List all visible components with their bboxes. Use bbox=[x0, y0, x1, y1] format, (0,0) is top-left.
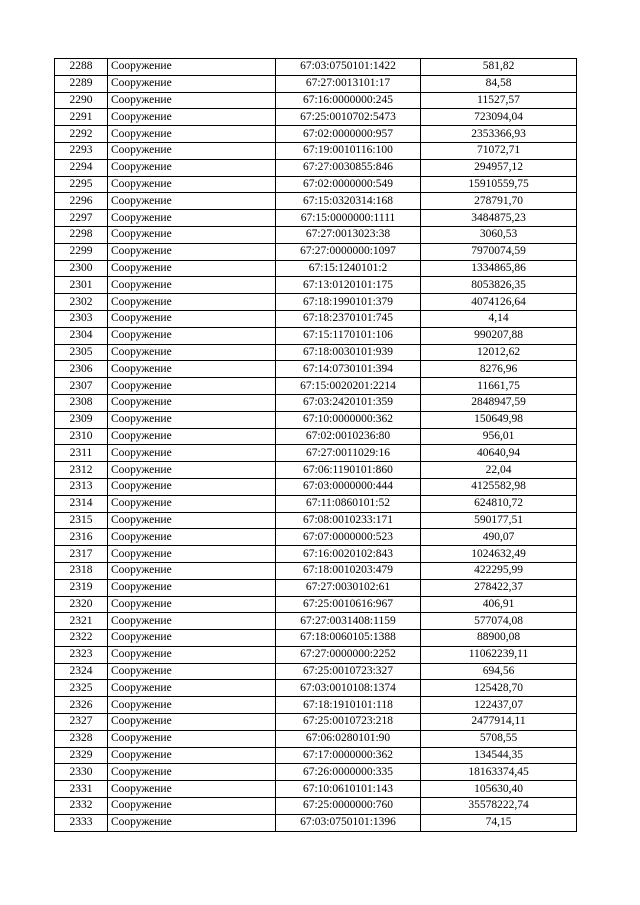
table-row bbox=[55, 613, 577, 630]
cadastral-value-cell: 581,82 bbox=[421, 59, 577, 76]
cadastral-number-cell: 67:15:0000000:1111 bbox=[276, 210, 421, 227]
table-row bbox=[55, 361, 577, 378]
row-number-cell: 2317 bbox=[55, 546, 108, 563]
cadastral-value-cell: 4074126,64 bbox=[421, 294, 577, 311]
object-type-cell: Сооружение bbox=[108, 193, 276, 210]
cadastral-value-cell: 150649,98 bbox=[421, 411, 577, 428]
object-type-cell: Сооружение bbox=[108, 546, 276, 563]
row-number-cell: 2312 bbox=[55, 462, 108, 479]
object-type-cell: Сооружение bbox=[108, 781, 276, 798]
table-row bbox=[55, 126, 577, 143]
row-number-cell: 2300 bbox=[55, 260, 108, 277]
object-type-cell: Сооружение bbox=[108, 714, 276, 731]
cadastral-number-cell: 67:15:0320314:168 bbox=[276, 193, 421, 210]
cadastral-number-cell: 67:25:0010616:967 bbox=[276, 596, 421, 613]
table-row bbox=[55, 764, 577, 781]
cadastral-number-cell: 67:25:0000000:760 bbox=[276, 798, 421, 815]
object-type-cell: Сооружение bbox=[108, 462, 276, 479]
row-number-cell: 2315 bbox=[55, 512, 108, 529]
table-row bbox=[55, 546, 577, 563]
cadastral-number-cell: 67:27:0013023:38 bbox=[276, 226, 421, 243]
table-row bbox=[55, 596, 577, 613]
row-number-cell: 2302 bbox=[55, 294, 108, 311]
table-row bbox=[55, 226, 577, 243]
row-number-cell: 2318 bbox=[55, 562, 108, 579]
table-row bbox=[55, 529, 577, 546]
table-row bbox=[55, 781, 577, 798]
table-row bbox=[55, 445, 577, 462]
cadastral-value-cell: 278422,37 bbox=[421, 579, 577, 596]
object-type-cell: Сооружение bbox=[108, 730, 276, 747]
cadastral-value-cell: 694,56 bbox=[421, 663, 577, 680]
cadastral-value-cell: 40640,94 bbox=[421, 445, 577, 462]
cadastral-number-cell: 67:15:1240101:2 bbox=[276, 260, 421, 277]
cadastral-value-cell: 956,01 bbox=[421, 428, 577, 445]
cadastral-number-cell: 67:18:1910101:118 bbox=[276, 697, 421, 714]
table-row bbox=[55, 176, 577, 193]
object-type-cell: Сооружение bbox=[108, 378, 276, 395]
table-row bbox=[55, 562, 577, 579]
object-type-cell: Сооружение bbox=[108, 109, 276, 126]
row-number-cell: 2290 bbox=[55, 92, 108, 109]
table-row bbox=[55, 512, 577, 529]
cadastral-value-cell: 2477914,11 bbox=[421, 714, 577, 731]
object-type-cell: Сооружение bbox=[108, 747, 276, 764]
cadastral-value-cell: 12012,62 bbox=[421, 344, 577, 361]
cadastral-number-cell: 67:27:0000000:1097 bbox=[276, 243, 421, 260]
row-number-cell: 2299 bbox=[55, 243, 108, 260]
row-number-cell: 2295 bbox=[55, 176, 108, 193]
row-number-cell: 2314 bbox=[55, 495, 108, 512]
cadastral-number-cell: 67:17:0000000:362 bbox=[276, 747, 421, 764]
row-number-cell: 2310 bbox=[55, 428, 108, 445]
cadastral-number-cell: 67:27:0031408:1159 bbox=[276, 613, 421, 630]
object-type-cell: Сооружение bbox=[108, 613, 276, 630]
object-type-cell: Сооружение bbox=[108, 277, 276, 294]
object-type-cell: Сооружение bbox=[108, 512, 276, 529]
cadastral-value-cell: 4,14 bbox=[421, 310, 577, 327]
cadastral-number-cell: 67:16:0020102:843 bbox=[276, 546, 421, 563]
table-row bbox=[55, 75, 577, 92]
cadastral-value-cell: 134544,35 bbox=[421, 747, 577, 764]
table-row bbox=[55, 109, 577, 126]
cadastral-number-cell: 67:25:0010723:218 bbox=[276, 714, 421, 731]
table-row bbox=[55, 327, 577, 344]
row-number-cell: 2294 bbox=[55, 159, 108, 176]
row-number-cell: 2324 bbox=[55, 663, 108, 680]
cadastral-number-cell: 67:03:0750101:1422 bbox=[276, 59, 421, 76]
table-row bbox=[55, 714, 577, 731]
table-row bbox=[55, 277, 577, 294]
object-type-cell: Сооружение bbox=[108, 176, 276, 193]
row-number-cell: 2306 bbox=[55, 361, 108, 378]
object-type-cell: Сооружение bbox=[108, 680, 276, 697]
row-number-cell: 2327 bbox=[55, 714, 108, 731]
object-type-cell: Сооружение bbox=[108, 562, 276, 579]
row-number-cell: 2331 bbox=[55, 781, 108, 798]
table-row bbox=[55, 798, 577, 815]
cadastral-number-cell: 67:18:1990101:379 bbox=[276, 294, 421, 311]
row-number-cell: 2320 bbox=[55, 596, 108, 613]
cadastral-number-cell: 67:06:1190101:860 bbox=[276, 462, 421, 479]
object-type-cell: Сооружение bbox=[108, 495, 276, 512]
row-number-cell: 2328 bbox=[55, 730, 108, 747]
cadastral-value-cell: 5708,55 bbox=[421, 730, 577, 747]
cadastral-value-cell: 4125582,98 bbox=[421, 478, 577, 495]
row-number-cell: 2301 bbox=[55, 277, 108, 294]
object-type-cell: Сооружение bbox=[108, 327, 276, 344]
property-registry-table bbox=[54, 58, 577, 832]
object-type-cell: Сооружение bbox=[108, 445, 276, 462]
registry-table-body bbox=[55, 59, 577, 832]
cadastral-number-cell: 67:15:1170101:106 bbox=[276, 327, 421, 344]
cadastral-number-cell: 67:13:0120101:175 bbox=[276, 277, 421, 294]
table-row bbox=[55, 394, 577, 411]
row-number-cell: 2326 bbox=[55, 697, 108, 714]
cadastral-value-cell: 105630,40 bbox=[421, 781, 577, 798]
table-row bbox=[55, 193, 577, 210]
table-row bbox=[55, 646, 577, 663]
object-type-cell: Сооружение bbox=[108, 210, 276, 227]
table-row bbox=[55, 243, 577, 260]
cadastral-number-cell: 67:03:0010108:1374 bbox=[276, 680, 421, 697]
table-row bbox=[55, 210, 577, 227]
cadastral-value-cell: 11527,57 bbox=[421, 92, 577, 109]
cadastral-number-cell: 67:03:0000000:444 bbox=[276, 478, 421, 495]
object-type-cell: Сооружение bbox=[108, 529, 276, 546]
cadastral-value-cell: 577074,08 bbox=[421, 613, 577, 630]
object-type-cell: Сооружение bbox=[108, 159, 276, 176]
cadastral-number-cell: 67:14:0730101:394 bbox=[276, 361, 421, 378]
row-number-cell: 2296 bbox=[55, 193, 108, 210]
cadastral-number-cell: 67:18:2370101:745 bbox=[276, 310, 421, 327]
cadastral-number-cell: 67:15:0020201:2214 bbox=[276, 378, 421, 395]
row-number-cell: 2305 bbox=[55, 344, 108, 361]
row-number-cell: 2309 bbox=[55, 411, 108, 428]
cadastral-number-cell: 67:02:0010236:80 bbox=[276, 428, 421, 445]
cadastral-value-cell: 22,04 bbox=[421, 462, 577, 479]
row-number-cell: 2307 bbox=[55, 378, 108, 395]
row-number-cell: 2332 bbox=[55, 798, 108, 815]
row-number-cell: 2292 bbox=[55, 126, 108, 143]
object-type-cell: Сооружение bbox=[108, 361, 276, 378]
table-row bbox=[55, 495, 577, 512]
object-type-cell: Сооружение bbox=[108, 344, 276, 361]
table-row bbox=[55, 697, 577, 714]
table-row bbox=[55, 747, 577, 764]
cadastral-value-cell: 490,07 bbox=[421, 529, 577, 546]
table-row bbox=[55, 92, 577, 109]
object-type-cell: Сооружение bbox=[108, 142, 276, 159]
table-row bbox=[55, 310, 577, 327]
cadastral-value-cell: 278791,70 bbox=[421, 193, 577, 210]
row-number-cell: 2304 bbox=[55, 327, 108, 344]
cadastral-value-cell: 8276,96 bbox=[421, 361, 577, 378]
cadastral-number-cell: 67:27:0000000:2252 bbox=[276, 646, 421, 663]
cadastral-number-cell: 67:11:0860101:52 bbox=[276, 495, 421, 512]
cadastral-value-cell: 2848947,59 bbox=[421, 394, 577, 411]
row-number-cell: 2319 bbox=[55, 579, 108, 596]
cadastral-value-cell: 122437,07 bbox=[421, 697, 577, 714]
cadastral-number-cell: 67:18:0030101:939 bbox=[276, 344, 421, 361]
object-type-cell: Сооружение bbox=[108, 814, 276, 831]
table-row bbox=[55, 59, 577, 76]
cadastral-number-cell: 67:02:0000000:549 bbox=[276, 176, 421, 193]
cadastral-value-cell: 422295,99 bbox=[421, 562, 577, 579]
cadastral-value-cell: 88900,08 bbox=[421, 630, 577, 647]
table-row bbox=[55, 630, 577, 647]
object-type-cell: Сооружение bbox=[108, 596, 276, 613]
cadastral-number-cell: 67:03:2420101:359 bbox=[276, 394, 421, 411]
cadastral-value-cell: 294957,12 bbox=[421, 159, 577, 176]
cadastral-value-cell: 15910559,75 bbox=[421, 176, 577, 193]
cadastral-value-cell: 3060,53 bbox=[421, 226, 577, 243]
table-row bbox=[55, 680, 577, 697]
row-number-cell: 2293 bbox=[55, 142, 108, 159]
row-number-cell: 2330 bbox=[55, 764, 108, 781]
cadastral-value-cell: 3484875,23 bbox=[421, 210, 577, 227]
table-row bbox=[55, 663, 577, 680]
cadastral-number-cell: 67:08:0010233:171 bbox=[276, 512, 421, 529]
table-row bbox=[55, 378, 577, 395]
row-number-cell: 2298 bbox=[55, 226, 108, 243]
cadastral-value-cell: 723094,04 bbox=[421, 109, 577, 126]
row-number-cell: 2303 bbox=[55, 310, 108, 327]
object-type-cell: Сооружение bbox=[108, 294, 276, 311]
object-type-cell: Сооружение bbox=[108, 75, 276, 92]
row-number-cell: 2321 bbox=[55, 613, 108, 630]
cadastral-number-cell: 67:19:0010116:100 bbox=[276, 142, 421, 159]
cadastral-value-cell: 71072,71 bbox=[421, 142, 577, 159]
cadastral-value-cell: 11062239,11 bbox=[421, 646, 577, 663]
cadastral-value-cell: 125428,70 bbox=[421, 680, 577, 697]
row-number-cell: 2313 bbox=[55, 478, 108, 495]
cadastral-number-cell: 67:06:0280101:90 bbox=[276, 730, 421, 747]
cadastral-number-cell: 67:26:0000000:335 bbox=[276, 764, 421, 781]
table-row bbox=[55, 260, 577, 277]
object-type-cell: Сооружение bbox=[108, 126, 276, 143]
cadastral-number-cell: 67:10:0000000:362 bbox=[276, 411, 421, 428]
table-row bbox=[55, 579, 577, 596]
cadastral-value-cell: 406,91 bbox=[421, 596, 577, 613]
table-row bbox=[55, 142, 577, 159]
object-type-cell: Сооружение bbox=[108, 411, 276, 428]
object-type-cell: Сооружение bbox=[108, 478, 276, 495]
cadastral-value-cell: 990207,88 bbox=[421, 327, 577, 344]
row-number-cell: 2322 bbox=[55, 630, 108, 647]
row-number-cell: 2308 bbox=[55, 394, 108, 411]
cadastral-value-cell: 2353366,93 bbox=[421, 126, 577, 143]
object-type-cell: Сооружение bbox=[108, 697, 276, 714]
object-type-cell: Сооружение bbox=[108, 92, 276, 109]
object-type-cell: Сооружение bbox=[108, 579, 276, 596]
cadastral-value-cell: 84,58 bbox=[421, 75, 577, 92]
row-number-cell: 2291 bbox=[55, 109, 108, 126]
row-number-cell: 2288 bbox=[55, 59, 108, 76]
object-type-cell: Сооружение bbox=[108, 226, 276, 243]
cadastral-value-cell: 11661,75 bbox=[421, 378, 577, 395]
cadastral-value-cell: 7970074,59 bbox=[421, 243, 577, 260]
row-number-cell: 2325 bbox=[55, 680, 108, 697]
table-row bbox=[55, 411, 577, 428]
table-row bbox=[55, 814, 577, 831]
cadastral-number-cell: 67:25:0010723:327 bbox=[276, 663, 421, 680]
cadastral-value-cell: 18163374,45 bbox=[421, 764, 577, 781]
cadastral-number-cell: 67:07:0000000:523 bbox=[276, 529, 421, 546]
cadastral-number-cell: 67:27:0030855:846 bbox=[276, 159, 421, 176]
cadastral-number-cell: 67:27:0013101:17 bbox=[276, 75, 421, 92]
cadastral-number-cell: 67:27:0030102:61 bbox=[276, 579, 421, 596]
table-row bbox=[55, 159, 577, 176]
object-type-cell: Сооружение bbox=[108, 798, 276, 815]
table-row bbox=[55, 344, 577, 361]
object-type-cell: Сооружение bbox=[108, 310, 276, 327]
cadastral-value-cell: 1024632,49 bbox=[421, 546, 577, 563]
row-number-cell: 2297 bbox=[55, 210, 108, 227]
row-number-cell: 2311 bbox=[55, 445, 108, 462]
cadastral-value-cell: 590177,51 bbox=[421, 512, 577, 529]
table-row bbox=[55, 730, 577, 747]
cadastral-value-cell: 8053826,35 bbox=[421, 277, 577, 294]
table-row bbox=[55, 294, 577, 311]
row-number-cell: 2316 bbox=[55, 529, 108, 546]
object-type-cell: Сооружение bbox=[108, 260, 276, 277]
cadastral-number-cell: 67:16:0000000:245 bbox=[276, 92, 421, 109]
object-type-cell: Сооружение bbox=[108, 59, 276, 76]
table-row bbox=[55, 462, 577, 479]
table-row bbox=[55, 478, 577, 495]
row-number-cell: 2329 bbox=[55, 747, 108, 764]
cadastral-value-cell: 74,15 bbox=[421, 814, 577, 831]
object-type-cell: Сооружение bbox=[108, 646, 276, 663]
row-number-cell: 2333 bbox=[55, 814, 108, 831]
object-type-cell: Сооружение bbox=[108, 630, 276, 647]
cadastral-value-cell: 35578222,74 bbox=[421, 798, 577, 815]
object-type-cell: Сооружение bbox=[108, 243, 276, 260]
cadastral-number-cell: 67:18:0010203:479 bbox=[276, 562, 421, 579]
cadastral-number-cell: 67:03:0750101:1396 bbox=[276, 814, 421, 831]
cadastral-number-cell: 67:18:0060105:1388 bbox=[276, 630, 421, 647]
cadastral-value-cell: 1334865,86 bbox=[421, 260, 577, 277]
cadastral-number-cell: 67:02:0000000:957 bbox=[276, 126, 421, 143]
object-type-cell: Сооружение bbox=[108, 764, 276, 781]
cadastral-value-cell: 624810,72 bbox=[421, 495, 577, 512]
table-row bbox=[55, 428, 577, 445]
row-number-cell: 2323 bbox=[55, 646, 108, 663]
object-type-cell: Сооружение bbox=[108, 663, 276, 680]
object-type-cell: Сооружение bbox=[108, 428, 276, 445]
cadastral-number-cell: 67:10:0610101:143 bbox=[276, 781, 421, 798]
object-type-cell: Сооружение bbox=[108, 394, 276, 411]
row-number-cell: 2289 bbox=[55, 75, 108, 92]
cadastral-number-cell: 67:27:0011029:16 bbox=[276, 445, 421, 462]
cadastral-number-cell: 67:25:0010702:5473 bbox=[276, 109, 421, 126]
